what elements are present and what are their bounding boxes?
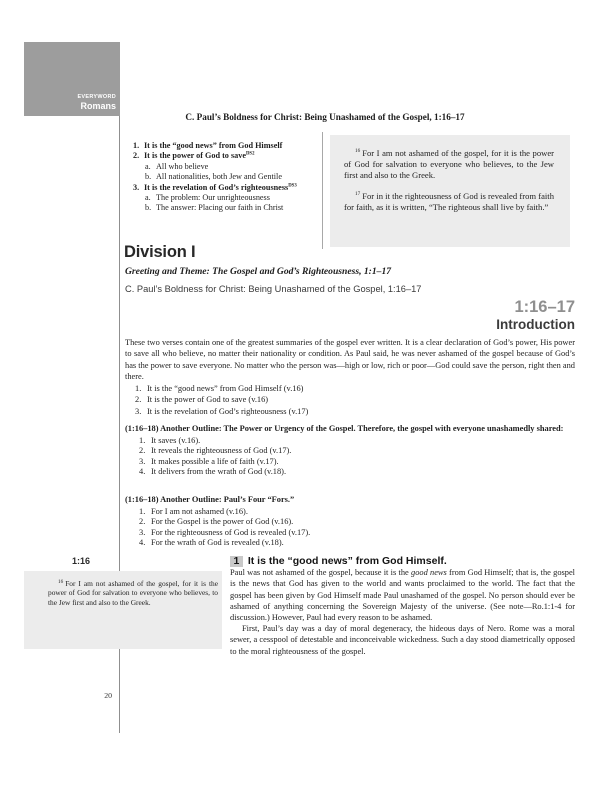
scripture-quote-box <box>330 135 570 247</box>
outline-item-text: All who believe <box>156 161 209 171</box>
outline-item-text: The answer: Placing our faith in Christ <box>156 203 284 213</box>
outline-subitem: b. The answer: Placing our faith in Christ <box>145 203 284 213</box>
outline-item: 3. It is the revelation of God’s righteousness$^{DS3}$ <box>133 182 297 192</box>
outline-subitem: a. All who believe <box>145 161 209 171</box>
another-outline-heading: (1:16–18) Another Outline: Paul’s Four “Fors.” <box>125 495 295 504</box>
brand-book-label: Romans <box>80 100 116 111</box>
outline-item: 2. It is the power of God to save$^{DS2}$ <box>133 151 255 161</box>
commentary-paragraph: First, Paul’s day was a day of moral degeneracy, the hideous days of Nero. Rome was a moral sewer, a cesspool of detestable and inconceivable wickedness. Such a day stood diametrically opposed to the moral righteousness of the gospel. <box>230 624 575 656</box>
list-item-text: For the righteousness of God is revealed (v.17). <box>151 527 311 537</box>
outline-subitem: b. All nationalities, both Jew and Gentile <box>145 172 282 182</box>
margin-verse-reference: 1:16 <box>72 556 91 566</box>
margin-scripture-note <box>24 556 222 649</box>
brand-series-label: EVERYWORD <box>77 94 116 101</box>
list-item-text: It is the “good news” from God Himself (v.16) <box>147 384 304 394</box>
introduction-list <box>125 383 575 417</box>
introduction-block <box>125 337 575 417</box>
margin-scripture-box <box>24 571 222 649</box>
scripture-verse <box>344 148 554 182</box>
commentary-paragraph: Paul was not ashamed of the gospel, because it is the good news from God Himself; that is, the gospel is the news that God has given to the world and wants proclaimed to the world. The fact that the gospel has been given by God Himself made Paul unashamed of the gospel. No person should ever be ashamed of anything concerning the Sovereign Majesty of the universe. (See note—Ro.1:1-4 for discussion.) However, Paul had every reason to be ashamed. <box>230 568 575 623</box>
list-item: 1. It saves (v.16). <box>139 435 201 445</box>
list-item-text: It is the revelation of God’s righteousness (v.17) <box>147 406 309 416</box>
another-outline-heading: (1:16–18) Another Outline: The Power or Urgency of the Gospel. Therefore, the gospel with everyone unashamedly shared: <box>125 424 564 433</box>
scripture-verse <box>344 191 554 213</box>
outline-subitem: a. The problem: Our unrighteousness <box>145 193 270 203</box>
outline-item-text: All nationalities, both Jew and Gentile <box>156 172 282 182</box>
list-item: 3. It is the revelation of God’s righteousness (v.17) <box>135 406 309 416</box>
list-item-text: It delivers from the wrath of God (v.18). <box>151 467 287 477</box>
brand-text <box>77 94 116 111</box>
verse-number: 16 <box>355 148 361 155</box>
list-item: 1. It is the “good news” from God Himself (v.16) <box>135 384 304 394</box>
verse-number: 16 <box>58 578 64 585</box>
outline-item-text: It is the revelation of God’s righteousness$^{DS3}$ <box>144 182 297 192</box>
list-item: 1. For I am not ashamed (v.16). <box>139 506 248 516</box>
passage-reference-heading: 1:16–17 <box>514 298 575 316</box>
introduction-paragraph: These two verses contain one of the greatest summaries of the gospel ever written. It is a clear declaration of God’s power, His power to save all who believe, no matter their nationality or condition. As Paul said, he was never ashamed of the gospel because of God’s has the power to save everyone. No matter who the person was—high or low, rich or poor—God could save the person, right then and there. <box>125 338 575 381</box>
list-item-text: It is the power of God to save (v.16) <box>147 395 269 405</box>
point-heading-text: It is the “good news” from God Himself. <box>247 555 447 567</box>
division-theme: Greeting and Theme: The Gospel and God’s Righteousness, 1:1–17 <box>125 266 392 277</box>
verse-text: For I am not ashamed of the gospel, for it is the power of God for salvation to everyone who believes, to the Jew first and also to the Greek. <box>344 148 554 181</box>
page-number: 20 <box>104 691 112 700</box>
list-item-text: It saves (v.16). <box>151 435 201 445</box>
scripture-verse <box>48 579 218 607</box>
list-item-text: For I am not ashamed (v.16). <box>151 506 248 516</box>
outline-scripture-divider <box>322 132 323 249</box>
section-outline <box>133 141 325 214</box>
deeper-study-superscript: DS3 <box>288 182 297 188</box>
emphasized-phrase: good news <box>411 568 447 578</box>
outline-item-text: The problem: Our unrighteousness <box>156 193 270 203</box>
division-section-line: C. Paul’s Boldness for Christ: Being Unashamed of the Gospel, 1:16–17 <box>125 284 422 294</box>
brand-block <box>24 42 120 116</box>
list-item-text: It reveals the righteousness of God (v.17). <box>151 446 292 456</box>
list-item: 4. It delivers from the wrath of God (v.18). <box>139 467 287 477</box>
list-item: 2. It is the power of God to save (v.16) <box>135 395 269 405</box>
outline-item: 1. It is the “good news” from God Himself <box>133 141 283 150</box>
verse-text: For I am not ashamed of the gospel, for it is the power of God for salvation to everyone who believes, to the Jew first and also to the Greek. <box>48 579 218 607</box>
deeper-study-superscript: DS2 <box>245 151 255 157</box>
list-item: 3. For the righteousness of God is revealed (v.17). <box>139 527 311 537</box>
another-outline-power <box>125 424 575 478</box>
list-item: 3. It makes possible a life of faith (v.17). <box>139 456 279 466</box>
another-outline-fors <box>125 495 575 549</box>
verse-number: 17 <box>355 190 361 197</box>
list-item: 2. For the Gospel is the power of God (v.16). <box>139 517 294 527</box>
list-item: 2. It reveals the righteousness of God (v.17). <box>139 446 292 456</box>
verse-text: For in it the righteousness of God is revealed from faith for faith, as it is written, “The righteous shall live by faith.” <box>344 190 554 212</box>
outline-item-text: It is the power of God to save$^{DS2}$ <box>144 151 255 161</box>
list-item-text: For the wrath of God is revealed (v.18). <box>151 538 284 548</box>
list-item-text: For the Gospel is the power of God (v.16). <box>151 517 294 527</box>
running-section-heading: C. Paul’s Boldness for Christ: Being Unashamed of the Gospel, 1:16–17 <box>185 112 465 122</box>
outline-item-text: It is the “good news” from God Himself <box>144 141 283 150</box>
list-item: 4. For the wrath of God is revealed (v.18). <box>139 538 284 548</box>
list-item-text: It makes possible a life of faith (v.17). <box>151 456 279 466</box>
division-title: Division I <box>124 243 196 261</box>
introduction-heading: Introduction <box>496 317 575 332</box>
point-number-chip: 1 <box>230 556 243 567</box>
